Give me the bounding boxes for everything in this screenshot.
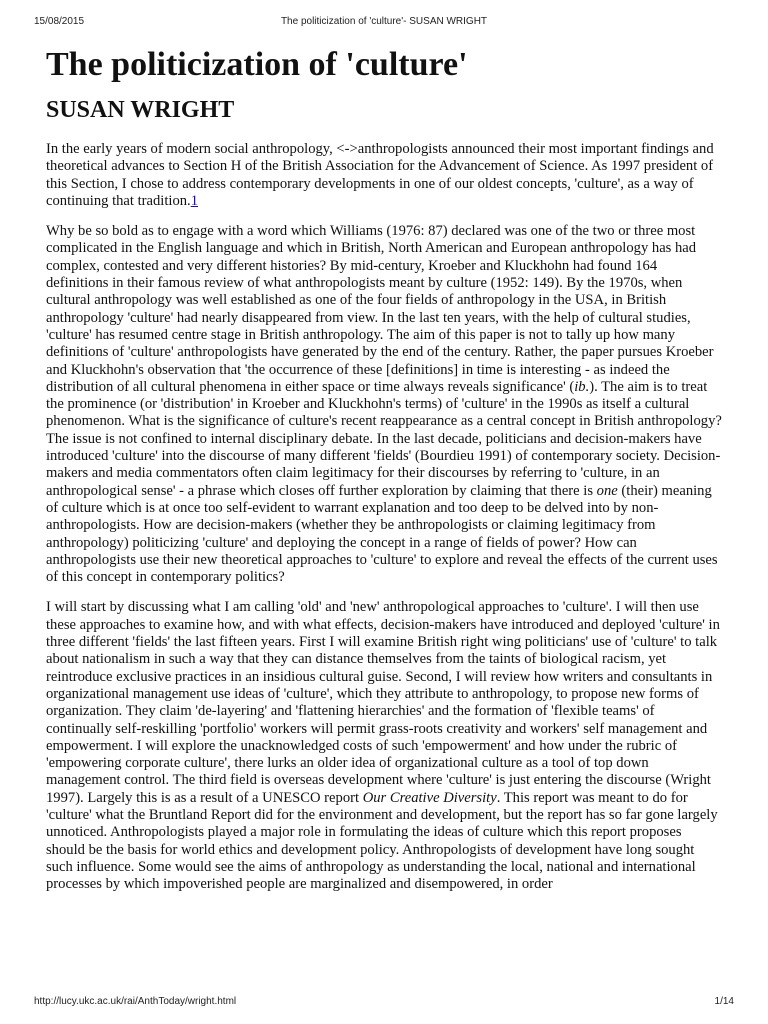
paragraph-2-part-c: (their) meaning of culture which is at once too self-evident to warrant explanation and too deep to be delved into by non-anthropologists. How are decision-makers (whether they be anthropologists or claiming legitimacy from anthropology) politicizing 'culture' and deploying the concept in a range of fields of power? How can anthropologists use their new theoretical approaches to 'culture' to explore and reveal the effects of the current uses of this concept in contemporary politics?	[46, 482, 718, 586]
paragraph-2-part-a: Why be so bold as to engage with a word which Williams (1976: 87) declared was one of the two or three most complicated in the English language and which in British, North American and European anthropology has had complex, contested and very different histories? By mid-century, Kroeber and Kluckhohn had found 164 definitions in their famous review of what anthropologists meant by culture (1952: 149). By the 1970s, when cultural anthropology was well established as one of the four fields of anthropology in the USA, in British anthropology 'culture' had nearly disappeared from view. In the last ten years, with the help of cultural studies, 'culture' has resumed centre stage in British anthropology. The aim of this paper is not to tally up how many definitions of 'culture' anthropologists have generated by the end of the century. Rather, the paper pursues Kroeber and Kluckhohn's observation that 'the occurrence of these [definitions] in time is interesting - as indeed the distribution of all cultural phenomena in either space or time always reveals significance' (	[46, 223, 714, 395]
paragraph-3-part-b: . This report was meant to do for 'culture' what the Bruntland Report did for the environment and development, but the report has so far gone largely unnoticed. Anthropologists played a major role in formulating the ideas of culture which this report proposes should be the basis for world ethics and development policy. Anthropologists of development have long sought such influence. Some would see the aims of anthropology as understanding the local, national and international processes by which impoverished people are marginalized and disempowered, in order	[46, 789, 718, 893]
paragraph-1-text: In the early years of modern social anthropology, <->anthropologists announced their most important findings and theoretical advances to Section H of the British Association for the Advancement of Science. As 1997 president of this Section, I chose to address contemporary developments in one of our oldest concepts, 'culture', as a way of continuing that tradition.	[46, 141, 714, 209]
ibid-emphasis: ib.	[574, 378, 590, 395]
print-url: http://lucy.ukc.ac.uk/rai/AnthToday/wright.html	[34, 996, 237, 1007]
print-page-title: The politicization of 'culture'- SUSAN WRIGHT	[280, 16, 488, 27]
page-number: 1/14	[714, 996, 734, 1007]
paragraph-3-part-a: I will start by discussing what I am calling 'old' and 'new' anthropological approaches to 'culture'. I will then use these approaches to examine how, and with what effects, decision-makers have introduced and deployed 'culture' in three different 'fields' the last fifteen years. First I will examine British right wing politicians' use of 'culture' to talk about nationalism in such a way that they can distance themselves from the taints of biological racism, yet reintroduce exclusive practices in an insidious cultural guise. Second, I will review how writers and consultants in organizational management use ideas of 'culture', which they attribute to anthropology, to propose new forms of organization. They claim 'de-layering' and 'flattening hierarchies' and the formation of 'flexible teams' of continually self-reskilling 'portfolio' workers will permit grass-roots creativity and workers' self management and empowerment. I will explore the unacknowledged costs of such 'empowerment' and how under the rubric of 'empowering corporate culture', there lurks an older idea of organizational culture as a tool of top down management control. The third field is overseas development where 'culture' is just entering the discourse (Wright 1997). Largely this is as a result of a UNESCO report	[46, 599, 720, 806]
article-content	[46, 38, 722, 990]
paragraph-2-part-b: ). The aim is to treat the prominence (or 'distribution' in Kroeber and Kluckhohn's terms) of 'culture' in the 1990s as itself a cultural phenomenon. What is the significance of culture's recent reappearance as a central concept in British anthropology? The issue is not confined to internal disciplinary debate. In the last decade, politicians and decision-makers have introduced 'culture' into the discourse of many different 'fields' (Bourdieu 1991) of contemporary society. Decision-makers and media commentators often claim legitimacy for their discourses by referring to 'culture, in an anthropological sense' - a phrase which closes off further exploration by claiming that there is	[46, 378, 722, 499]
paragraph-2	[46, 223, 722, 586]
footnote-link-1[interactable]: 1	[190, 192, 198, 209]
article-author: SUSAN WRIGHT	[46, 97, 235, 123]
article-title: The politicization of 'culture'	[46, 46, 468, 83]
print-header	[34, 16, 734, 30]
report-title-emphasis: Our Creative Diversity	[362, 789, 497, 806]
print-date: 15/08/2015	[34, 16, 85, 27]
paragraph-3	[46, 599, 722, 893]
one-emphasis: one	[596, 482, 618, 499]
paragraph-1	[46, 141, 722, 210]
print-footer	[34, 996, 734, 1010]
